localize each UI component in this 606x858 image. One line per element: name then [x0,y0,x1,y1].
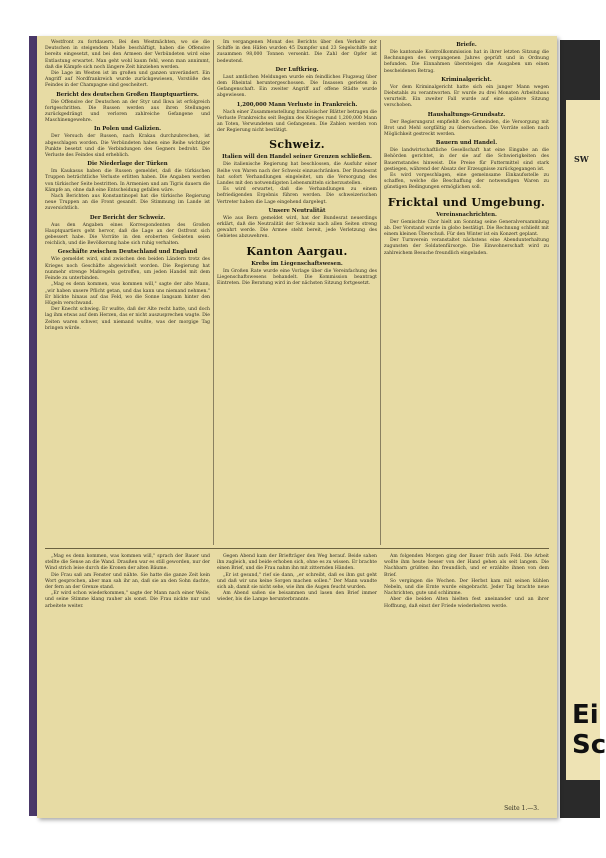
subhead: Kriminalgericht. [441,76,492,83]
subhead: Italien will den Handel seiner Grenzen schließen. [222,154,372,161]
serial-story-col-1: „Mag es denn kommen, was kommen will," sprach der Bauer und stellte die Sense an die Wand. Draußen war es still geworden, nur der Wind strich leise durch die Kronen der alten Bäume. Die Frau saß am Fenster und nähte. Sie hatte die ganze Zeit kein Wort gesprochen, aber man sah ihr an, daß sie an den Sohn dachte, der fern an der Grenze stand. „Er wird schon wiederkommen," sagte der Mann nach einer Weile, und seine Stimme klang rauher als sonst. Die Frau nickte nur und arbeitete weiter. [45,554,210,609]
column-divider [380,40,381,545]
subhead: Geschäfte zwischen Deutschland und England [57,249,198,256]
newspaper-page [37,36,557,818]
headline-schweiz: Schweiz. [269,138,325,152]
column-3: Briefe. Die kantonale Kontrollkommission hat in ihrer letzten Sitzung die Rechnungen des vergangenen Jahres geprüft und in Ordnung befunden. Die Einnahmen übersteigen die Ausgaben um einen bescheidenen Betrag. Kriminalgericht. Vor dem Kriminalgericht hatte sich ein junger Mann wegen Diebstahls zu verantworten. Er wurde zu drei Monaten Arbeitshaus verurteilt. Ein zweiter Fall wurde auf eine spätere Sitzung verschoben. Haushaltungs-Grundsatz. Der Regierungsrat empfiehlt den Gemeinden, die Versorgung mit Brot und Mehl sorgfältig zu überwachen. Die Vorräte sollen nach Möglichkeit gestreckt werden. Bauern und Handel. Die landwirtschaftliche Gesellschaft hat eine Eingabe an die Behörden gerichtet, in der sie auf die Schwierigkeiten des Bauernstandes hinweist. Die Preise für Futtermittel sind stark gestiegen, während der Absatz der Erzeugnisse zurückgegangen ist. Es wird vorgeschlagen, eine gemeinsame Einkaufsstelle zu schaffen, welche die Beschaffung der notwendigen Waren zu günstigen Bedingungen ermöglichen soll. Fricktal und Umgebung. Vereinsnachrichten. Der Gemischte Chor hielt am Sonntag seine Generalversammlung ab. Der Vorstand wurde in globo bestätigt. Die Rechnung schließt mit einem kleinen Überschuß. Für den Winter ist ein Konzert geplant. Der Turnverein veranstaltet nächstens eine Abendunterhaltung zugunsten der Soldatenfürsorge. Die Einwohnerschaft wird zu zahlreichem Besuche freundlich eingeladen. [384,42,549,256]
serial-story-col-3: Am folgenden Morgen ging der Bauer früh aufs Feld. Die Arbeit wollte ihm heute besser von der Hand gehen als seit langem. Die Nachbarn grüßten ihn freundlich, und er erzählte ihnen von dem Brief. So vergingen die Wochen. Der Herbst kam mit seinen kühlen Nebeln, und die Ernte wurde eingebracht. Jeder Tag brachte neue Nachrichten, gute und schlimme. Aber die beiden Alten hielten fest aneinander und an ihrer Hoffnung, daß einst der Friede wiederkehren werde. [384,554,549,609]
subhead: Haushaltungs-Grundsatz. [427,111,506,118]
subhead: Krebs im Liegenschaftswesen. [251,260,343,267]
binding-spine [29,36,37,816]
subhead: Der Bericht der Schweiz. [89,214,166,221]
subhead: Der Luftkrieg. [275,66,319,73]
column-divider [213,40,214,545]
page-number: Seite 1.—3. [504,805,539,812]
subhead: Bericht des deutschen Großen Hauptquartiers. [56,91,199,98]
subhead: In Polen und Galizien. [93,126,162,133]
serial-story-col-2: Gegen Abend kam der Briefträger den Weg herauf. Beide sahen ihn zugleich, und beide erhoben sich, ohne es zu wissen. Er brachte einen Brief, und die Frau nahm ihn mit zitternden Händen. „Er ist gesund," rief sie dann, „er schreibt, daß es ihm gut geht und daß wir uns keine Sorgen machen sollen." Der Mann wandte sich ab, damit sie nicht sehe, wie ihm die Augen feucht wurden. Am Abend saßen sie beisammen und lasen den Brief immer wieder, bis die Lampe herunterbrannte. [217,554,377,603]
headline-kanton-aargau: Kanton Aargau. [246,244,348,258]
story-separator [45,548,549,549]
subhead: Vereinsnachrichten. [436,211,497,218]
subhead: 1,200,000 Mann Verluste in Frankreich. [236,101,358,108]
column-2: Im vergangenen Monat des Berichts über den Verkehr der Schiffe in den Häfen wurden 45 Dampfer und 23 Segelschiffe mit zusammen 98,000 Tonnen versenkt. Die Zahl der Opfer ist bedeutend. Der Luftkrieg. Laut amtlichen Meldungen wurde ein feindliches Flugzeug über dem Rheintal heruntergeschossen. Die Insassen gerieten in Gefangenschaft. Ein zweiter Angriff auf offene Städte wurde abgewiesen. 1,200,000 Mann Verluste in Frankreich. Nach einer Zusammenstellung französischer Blätter betragen die Verluste Frankreichs seit Beginn des Krieges rund 1,200,000 Mann an Toten, Verwundeten und Gefangenen. Die Zahlen werden von der Regierung nicht bestätigt. Schweiz. Italien will den Handel seiner Grenzen schließen. Die italienische Regierung hat beschlossen, die Ausfuhr einer Reihe von Waren nach der Schweiz einzuschränken. Der Bundesrat hat sofort Verhandlungen eingeleitet, um die Versorgung des Landes mit den notwendigsten Lebensmitteln sicherzustellen. Es wird erwartet, daß die Verhandlungen zu einem befriedigenden Ergebnis führen werden. Die schweizerischen Vertreter haben die Lage eingehend dargelegt. Unsere Neutralität Wie aus Bern gemeldet wird, hat der Bundesrat neuerdings erklärt, daß die Neutralität der Schweiz nach allen Seiten streng gewahrt werde. Die Armee steht bereit, jede Verletzung des Gebietes abzuwehren. Kanton Aargau. Krebs im Liegenschaftswesen. Im Großen Rate wurde eine Vorlage über die Vereinfachung des Liegenschaftswesens behandelt. Die Kommission beantragt Eintreten. Die Beratung wird in der nächsten Sitzung fortgesetzt. [217,40,377,287]
column-1: Westfront zu fortdauern. Bei den Westmächten, wo sie die Deutschen in steigendem Maße beschäftigt, haben die Offensive bereits eingesetzt, und bei den Armeen der Verbündeten wird eine Entlastung erwartet. Man geht wohl kaum fehl, wenn man annimmt, daß die Kämpfe sich noch längere Zeit hinziehen werden. Die Lage im Westen ist im großen und ganzen unverändert. Ein Angriff auf Nordfrankreich wurde zurückgewiesen, Vorstöße des Feindes in der Champagne sind gescheitert. Bericht des deutschen Großen Hauptquartiers. Die Offensive der Deutschen an der Styr und Ikwa ist erfolgreich fortgeschritten. Die Russen werden aus ihren Stellungen zurückgedrängt und verloren zahlreiche Gefangene und Maschinengewehre. In Polen und Galizien. Der Versuch der Russen, nach Krakau durchzubrechen, ist abgeschlagen worden. Die Verbündeten haben eine Reihe wichtiger Punkte besetzt und die Verbindungen des Gegners bedroht. Die Verluste des Feindes sind erheblich. Die Niederlage der Türken Im Kaukasus haben die Russen gemeldet, daß die türkischen Truppen beträchtliche Verluste erlitten haben. Die Angaben werden von türkischer Seite bestritten. In Armenien und am Tigris dauern die Kämpfe an, ohne daß eine Entscheidung gefallen wäre. Nach Berichten aus Konstantinopel hat die türkische Regierung neue Truppen an die Front gesandt. Die Stimmung im Lande ist zuversichtlich. Der Bericht der Schweiz. Aus den Angaben eines Korrespondenten des Großen Hauptquartiers geht hervor, daß die Lage an der Ostfront sich gebessert habe. Die Vorräte in den eroberten Gebieten seien reichlich, und die Bevölkerung habe sich ruhig verhalten. Geschäfte zwischen Deutschland und England Wie gemeldet wird, sind zwischen den beiden Ländern trotz des Krieges noch Geschäfte abgewickelt worden. Die Regierung hat nunmehr strenge Maßregeln getroffen, um jeden Handel mit dem Feinde zu unterbinden. „Mag es denn kommen, was kommen will," sagte der alte Mann, „wir haben unsere Pflicht getan, und das kann uns niemand nehmen." Er blickte hinaus auf das Feld, wo die Sonne langsam hinter den Hügeln verschwand. Der Knecht schwieg. Er wußte, daß der Alte recht hatte, und doch lag ihm etwas auf dem Herzen, das er nicht auszusprechen wagte. Die Zeiten waren schwer, und niemand wußte, was der morgige Tag bringen würde. [45,40,210,331]
subhead: Unsere Neutralität [268,207,326,214]
subhead: Die Niederlage der Türken [87,161,168,168]
headline-fricktal: Fricktal und Umgebung. [387,195,546,209]
adjacent-page [566,100,606,780]
subhead: Bauern und Handel. [435,140,498,147]
adjacent-page-heading: SW [574,154,589,164]
subhead: Briefe. [456,42,477,48]
adjacent-page-big-letters: Ei Sc [572,700,606,760]
